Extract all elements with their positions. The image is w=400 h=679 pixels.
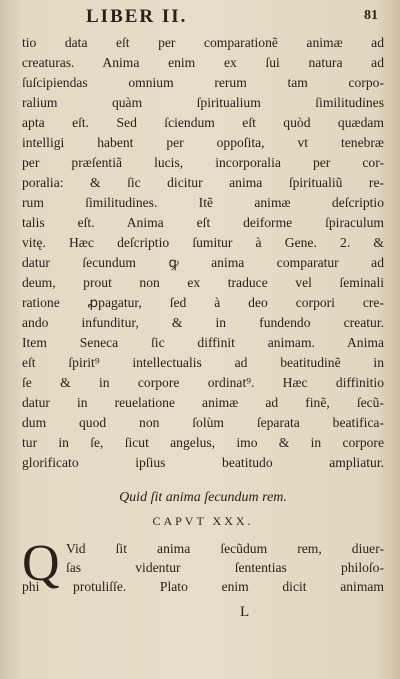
subtitle-block <box>22 490 384 510</box>
text-line: glorificato ipſius beatitudo ampliatur. <box>22 455 384 470</box>
text-line: Item Seneca ſic diffinit animam. Anima <box>22 335 384 350</box>
text-line: tio data eſt per comparationẽ animæ ad <box>22 35 384 50</box>
text-line: vitę. Hæc deſcriptio ſumitur à Gene. 2. & <box>22 235 384 250</box>
text-line: rum ſimilitudines. Itẽ animæ deſcriptio <box>22 195 384 210</box>
running-title: LIBER II. <box>86 6 188 27</box>
text-line: ratione ꝓpagatur, ſed à deo corpori cre- <box>22 295 384 310</box>
chapter-heading: CAPVT XXX. <box>152 514 254 528</box>
drop-cap: Q <box>22 535 60 592</box>
signature-mark: L <box>240 604 250 620</box>
page-header <box>0 4 400 30</box>
text-line: creaturas. Anima enim ex ſui natura ad <box>22 55 384 70</box>
text-line: ralium quàm ſpiritualium ſimilitudines <box>22 95 384 110</box>
chapter-heading-block <box>22 514 384 532</box>
chapter-text-line: ſas videntur ſententias philoſo- <box>66 560 384 575</box>
chapter-text-line: phi protuliſſe. Plato enim dicit animam <box>22 579 384 594</box>
body-text <box>22 34 384 470</box>
text-line: datur in reuelatione animæ ad finẽ, ſecũ- <box>22 395 384 410</box>
text-line: ſe & in corpore ordinat⁹. Hæc diffinitio <box>22 375 384 390</box>
text-line: datur ſecundum ꝙ anima comparatur ad <box>22 255 384 270</box>
text-line: tur in ſe, ſicut angelus, imo & in corpore <box>22 435 384 450</box>
text-line: talis eſt. Anima eſt deiforme ſpiraculum <box>22 215 384 230</box>
text-line: dum quod non ſolùm ſeparata beatifica- <box>22 415 384 430</box>
chapter-subtitle: Quid ſit anima ſecundum rem. <box>119 490 287 505</box>
text-line: poralia: & ſic dicitur anima ſpiritualiũ re- <box>22 175 384 190</box>
chapter-text-line: Vid ſit anima ſecũdum rem, diuer- <box>66 541 384 556</box>
text-line: deum, prout non ex traduce vel ſeminali <box>22 275 384 290</box>
text-line: eſt ſpirit⁹ intellectualis ad beatitudinẽ in <box>22 355 384 370</box>
chapter-text <box>22 535 384 598</box>
folio-number: 81 <box>364 8 378 23</box>
text-line: per præſentiã lucis, incorporalia per cor- <box>22 155 384 170</box>
text-line: apta eſt. Sed ſciendum eſt quòd quædam <box>22 115 384 130</box>
text-line: intelligi habent per oppoſita, vt tenebræ <box>22 135 384 150</box>
text-line: ſuſcipiendas omnium rerum tam corpo- <box>22 75 384 90</box>
text-line: ando infunditur, & in fundendo creatur. <box>22 315 384 330</box>
